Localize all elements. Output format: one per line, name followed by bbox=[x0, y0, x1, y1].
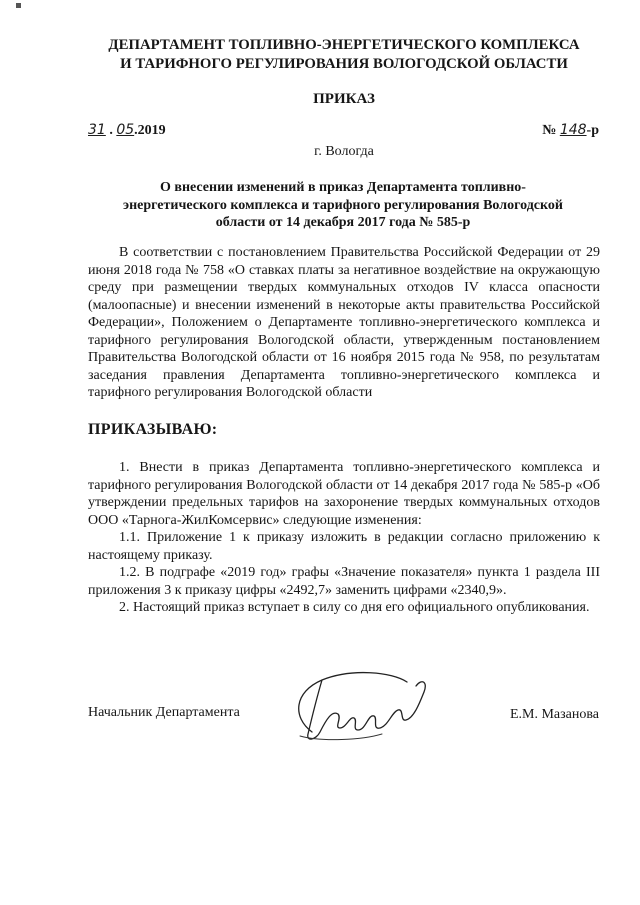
doc-type-title: ПРИКАЗ bbox=[313, 91, 375, 107]
order-number bbox=[542, 121, 599, 140]
item-2: 2. Настоящий приказ вступает в силу со дня его официального опубликования. bbox=[119, 600, 590, 615]
signatory-position: Начальник Департамента bbox=[88, 705, 240, 720]
handwritten-signature bbox=[282, 662, 442, 752]
scan-mark bbox=[16, 3, 21, 8]
subject-line-1: О внесении изменений в приказ Департамента топливно- bbox=[160, 180, 526, 195]
subject-line-3: области от 14 декабря 2017 года № 585-р bbox=[215, 215, 471, 230]
date-year: .2019 bbox=[134, 123, 166, 138]
order-word: ПРИКАЗЫВАЮ: bbox=[88, 421, 218, 438]
date-month: 05 bbox=[116, 122, 135, 138]
department-line-2: И ТАРИФНОГО РЕГУЛИРОВАНИЯ ВОЛОГОДСКОЙ ОБЛАСТИ bbox=[120, 56, 568, 72]
number-prefix: № bbox=[542, 123, 560, 138]
department-name bbox=[88, 36, 600, 74]
number-value: 148 bbox=[559, 122, 587, 138]
order-subject bbox=[118, 179, 568, 232]
order-date bbox=[88, 121, 166, 140]
city: г. Вологда bbox=[314, 144, 374, 159]
order-items bbox=[88, 459, 600, 617]
signatory-name: Е.М. Мазанова bbox=[509, 707, 599, 722]
date-day: 31 bbox=[88, 122, 106, 138]
item-1-2: 1.2. В подграфе «2019 год» графы «Значение показателя» пункта 1 раздела III приложения 3 к приказу цифры «2492,7» заменить цифрами «2340,9». bbox=[88, 565, 600, 598]
preamble bbox=[88, 244, 600, 402]
preamble-text: В соответствии с постановлением Правительства Российской Федерации от 29 июня 2018 года № 758 «О ставках платы за негативное воздействие на окружающую среду при размещении твердых коммунальных отходов IV класса опасности (малоопасные) и внесении изменений в некоторые акты правительства Российской Федерации», Положением о Департаменте топливно-энергетического комплекса и тарифного регулирования Вологодской области, утвержденным постановлением Правительства Вологодской области от 16 ноября 2015 года № 958, по результатам заседания правления Департамента топливно-энергетического комплекса и тарифного регулирования Вологодской области bbox=[88, 245, 600, 400]
subject-line-2: энергетического комплекса и тарифного регулирования Вологодской bbox=[123, 197, 563, 213]
date-separator: . bbox=[105, 123, 117, 138]
department-line-1: ДЕПАРТАМЕНТ ТОПЛИВНО-ЭНЕРГЕТИЧЕСКОГО КОМПЛЕКСА bbox=[108, 37, 580, 53]
item-1: 1. Внести в приказ Департамента топливно-энергетического комплекса и тарифного регулирования Вологодской области от 14 декабря 2017 года № 585-р «Об утверждении предельных тарифов на захоронение твердых коммунальных отходов ООО «Тарнога-ЖилКомсервис» следующие изменения: bbox=[88, 460, 600, 528]
item-1-1: 1.1. Приложение 1 к приказу изложить в редакции согласно приложению к настоящему приказу. bbox=[88, 530, 600, 563]
number-suffix: -р bbox=[586, 123, 599, 138]
